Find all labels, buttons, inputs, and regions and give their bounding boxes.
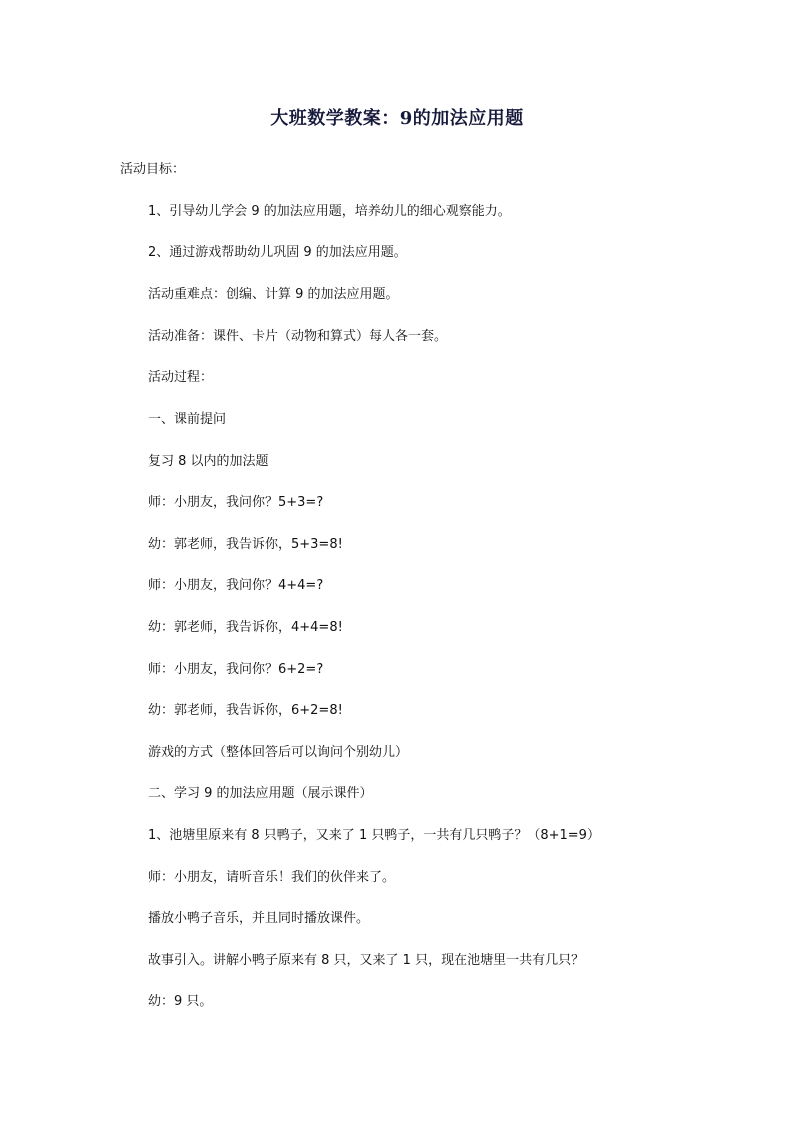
paragraph: 播放小鸭子音乐，并且同时播放课件。 — [148, 911, 370, 926]
section-heading-objectives: 活动目标： — [120, 162, 186, 177]
dialogue-line: 师：小朋友，我问你？6+2=? — [148, 662, 324, 677]
paragraph: 2、通过游戏帮助幼儿巩固 9 的加法应用题。 — [148, 245, 407, 260]
dialogue-line: 师：小朋友，我问你？5+3=? — [148, 495, 324, 510]
dialogue-line: 幼：郭老师，我告诉你，6+2=8! — [148, 703, 343, 718]
paragraph: 1、引导幼儿学会 9 的加法应用题，培养幼儿的细心观察能力。 — [148, 204, 511, 219]
paragraph: 活动准备：课件、卡片（动物和算式）每人各一套。 — [148, 329, 448, 344]
paragraph: 1、池塘里原来有 8 只鸭子，又来了 1 只鸭子，一共有几只鸭子？（8+1=9） — [148, 828, 600, 843]
paragraph: 活动重难点：创编、计算 9 的加法应用题。 — [148, 287, 399, 302]
dialogue-line: 幼：9 只。 — [148, 994, 213, 1009]
paragraph: 复习 8 以内的加法题 — [148, 454, 269, 469]
paragraph: 游戏的方式（整体回答后可以询问个别幼儿） — [148, 745, 409, 760]
dialogue-line: 师：小朋友，我问你？4+4=? — [148, 578, 324, 593]
section-heading-part-two: 二、学习 9 的加法应用题（展示课件） — [148, 786, 373, 801]
document-title: 大班数学教案：9的加法应用题 — [270, 108, 524, 129]
paragraph: 故事引入。讲解小鸭子原来有 8 只，又来了 1 只，现在池塘里一共有几只？ — [148, 953, 585, 968]
dialogue-line: 幼：郭老师，我告诉你，4+4=8! — [148, 620, 343, 635]
dialogue-line: 师：小朋友，请听音乐！我们的伙伴来了。 — [148, 870, 396, 885]
section-heading-part-one: 一、课前提问 — [148, 412, 227, 427]
dialogue-line: 幼：郭老师，我告诉你，5+3=8! — [148, 537, 343, 552]
section-heading-process: 活动过程： — [148, 370, 214, 385]
